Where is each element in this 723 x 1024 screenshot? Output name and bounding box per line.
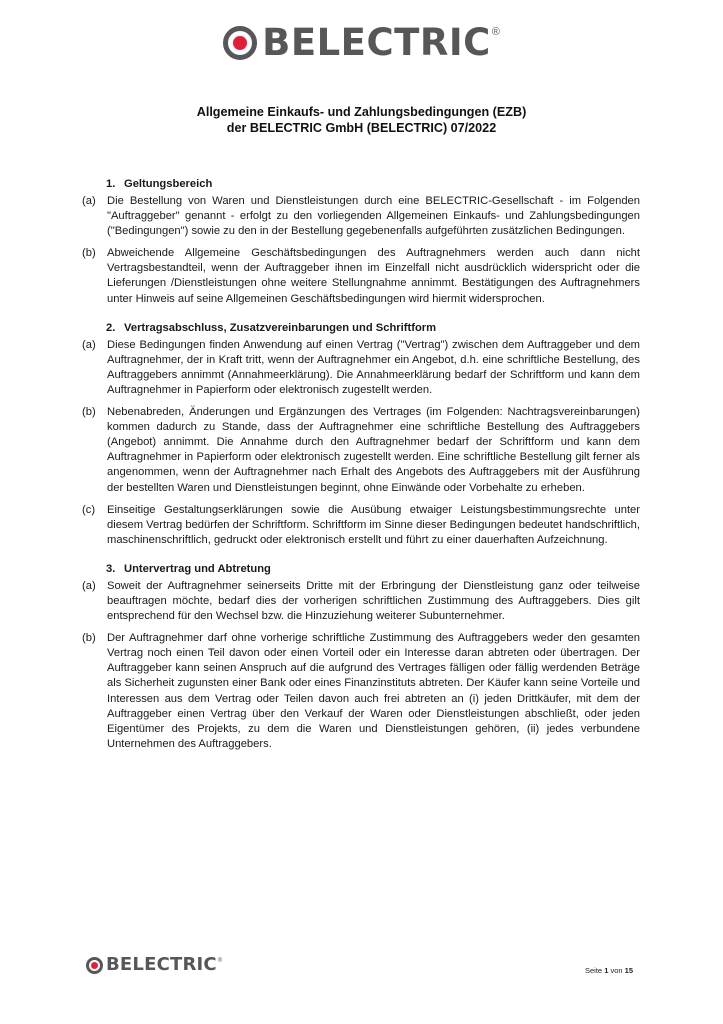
section-3 xyxy=(82,562,640,752)
title-line-2: der BELECTRIC GmbH (BELECTRIC) 07/2022 xyxy=(226,121,497,135)
logo-text: BELECTRIC xyxy=(106,954,217,975)
section-2 xyxy=(82,321,640,548)
header-logo xyxy=(0,21,723,64)
clause-1a: (a) Die Bestellung von Waren und Dienstleistungen durch eine BELECTRIC-Gesellschaft - im Folgenden "Auftraggeber" genannt - erfolgt zu den vorliegenden Allgemeinen Einkaufs- und Zahlungsbedingungen ("Bedingungen") sowie zu den in der Bestellung gegebenenfalls aufgeführten zusätzlichen Bedingungen. xyxy=(82,195,640,238)
section-heading: 3. Untervertrag und Abtretung xyxy=(106,562,271,575)
footer-logo xyxy=(86,956,222,974)
logo-ring-icon xyxy=(223,26,257,60)
logo-text: BELECTRIC xyxy=(262,21,491,64)
document-body xyxy=(82,177,640,766)
clause-2c: (c) Einseitige Gestaltungserklärungen sowie die Ausübung etwaiger Leistungsbestimmungsrechte unter diesem Vertrag bedürfen der Schriftform. Schriftform im Sinne dieser Bedingungen bedeutet handschriftlich, maschinenschriftlich, gedruckt oder elektronisch erstellt und führt zu einer dauerhaften Aufzeichnung. xyxy=(82,503,640,546)
page-number: Seite 1 von 15 xyxy=(585,966,633,975)
registered-mark: ® xyxy=(217,958,223,964)
logo-dot-icon xyxy=(91,962,98,969)
logo-dot-icon xyxy=(233,36,247,50)
title-line-1: Allgemeine Einkaufs- und Zahlungsbedingungen (EZB) xyxy=(196,105,527,119)
current-page: 1 xyxy=(604,966,609,975)
clause-3b: (b) Der Auftragnehmer darf ohne vorherige schriftliche Zustimmung des Auftraggebers weder den gesamten Vertrag noch einen Teil davon oder einen Vorteil oder ein Interesse daran abtreten oder übertragen. Der Auftraggeber kann seinen Anspruch auf die aufgrund des Vertrages fälligen oder fällig werdenden Beträge als Sicherheit zugunsten einer Bank oder eines Finanzinstituts abtreten. Der Käufer kann seine Vorteile und Interessen aus dem Vertrag oder Teilen davon auch frei abtreten an (i) jeden Drittkäufer, mit dem der Auftraggeber einen Vertrag über den Verkauf der Waren oder Dienstleistungen abschließt, oder jeden Eigentümer des Projekts, zu dem die Waren und Dienstleistungen gehören, (ii) jedes verbundene Unternehmen des Auftraggebers. xyxy=(82,632,640,750)
clause-3a: (a) Soweit der Auftragnehmer seinerseits Dritte mit der Erbringung der Dienstleistung ganz oder teilweise beauftragen möchte, bedarf dies der vorherigen schriftlichen Zustimmung des Auftraggebers. Dies gilt entsprechend für den Wechsel bzw. die Hinzuziehung weiterer Subunternehmer. xyxy=(82,579,640,623)
clause-1b: (b) Abweichende Allgemeine Geschäftsbedingungen des Auftragnehmers werden auch dann nicht Vertragsbestandteil, wenn der Auftraggeber ihnen im Einzelfall nicht ausdrücklich widerspricht oder die Lieferungen /Dienstleistungen ohne weitere Stellungnahme annimmt. Bestätigungen des Auftragnehmers unter Hinweis auf seine Allgemeinen Geschäftsbedingungen wird hiermit widersprochen. xyxy=(82,247,640,305)
clause-2a: (a) Diese Bedingungen finden Anwendung auf einen Vertrag ("Vertrag") zwischen dem Auftraggeber und dem Auftragnehmer, der in Kraft tritt, wenn der Auftragnehmer ein Angebot, d.h. eine schriftliche Bestellung, des Auftraggebers annimmt (Annahmeerklärung). Die Annahmeerklärung bedarf der Schriftform und kann dem Auftragnehmer in Papierform oder elektronisch zugestellt werden. xyxy=(82,338,640,396)
registered-mark: ® xyxy=(491,26,500,38)
logo-ring-icon xyxy=(86,957,103,974)
section-1 xyxy=(82,177,640,307)
clause-2b: (b) Nebenabreden, Änderungen und Ergänzungen des Vertrages (im Folgenden: Nachtragsvereinbarungen) kommen dadurch zu Stande, dass der Auftragnehmer eine schriftliche Bestellung des Auftraggebers (Angebot) annimmt. Die Annahme durch den Auftragnehmer bedarf der Schriftform und kann dem Auftragnehmer in Papierform oder elektronisch zugestellt werden. Eine schriftliche Bestellung gilt ferner als angenommen, wenn der Auftragnehmer nach Erhalt des Angebots des Auftraggebers mit der Ausführung der bestellten Waren und Dienstleistungen beginnt, ohne Einwände oder Vorbehalte zu erheben. xyxy=(82,406,640,494)
document-title xyxy=(0,104,723,136)
total-pages: 15 xyxy=(624,966,633,975)
section-heading: 1. Geltungsbereich xyxy=(106,178,213,190)
section-heading: 2. Vertragsabschluss, Zusatzvereinbarungen und Schriftform xyxy=(106,321,437,334)
